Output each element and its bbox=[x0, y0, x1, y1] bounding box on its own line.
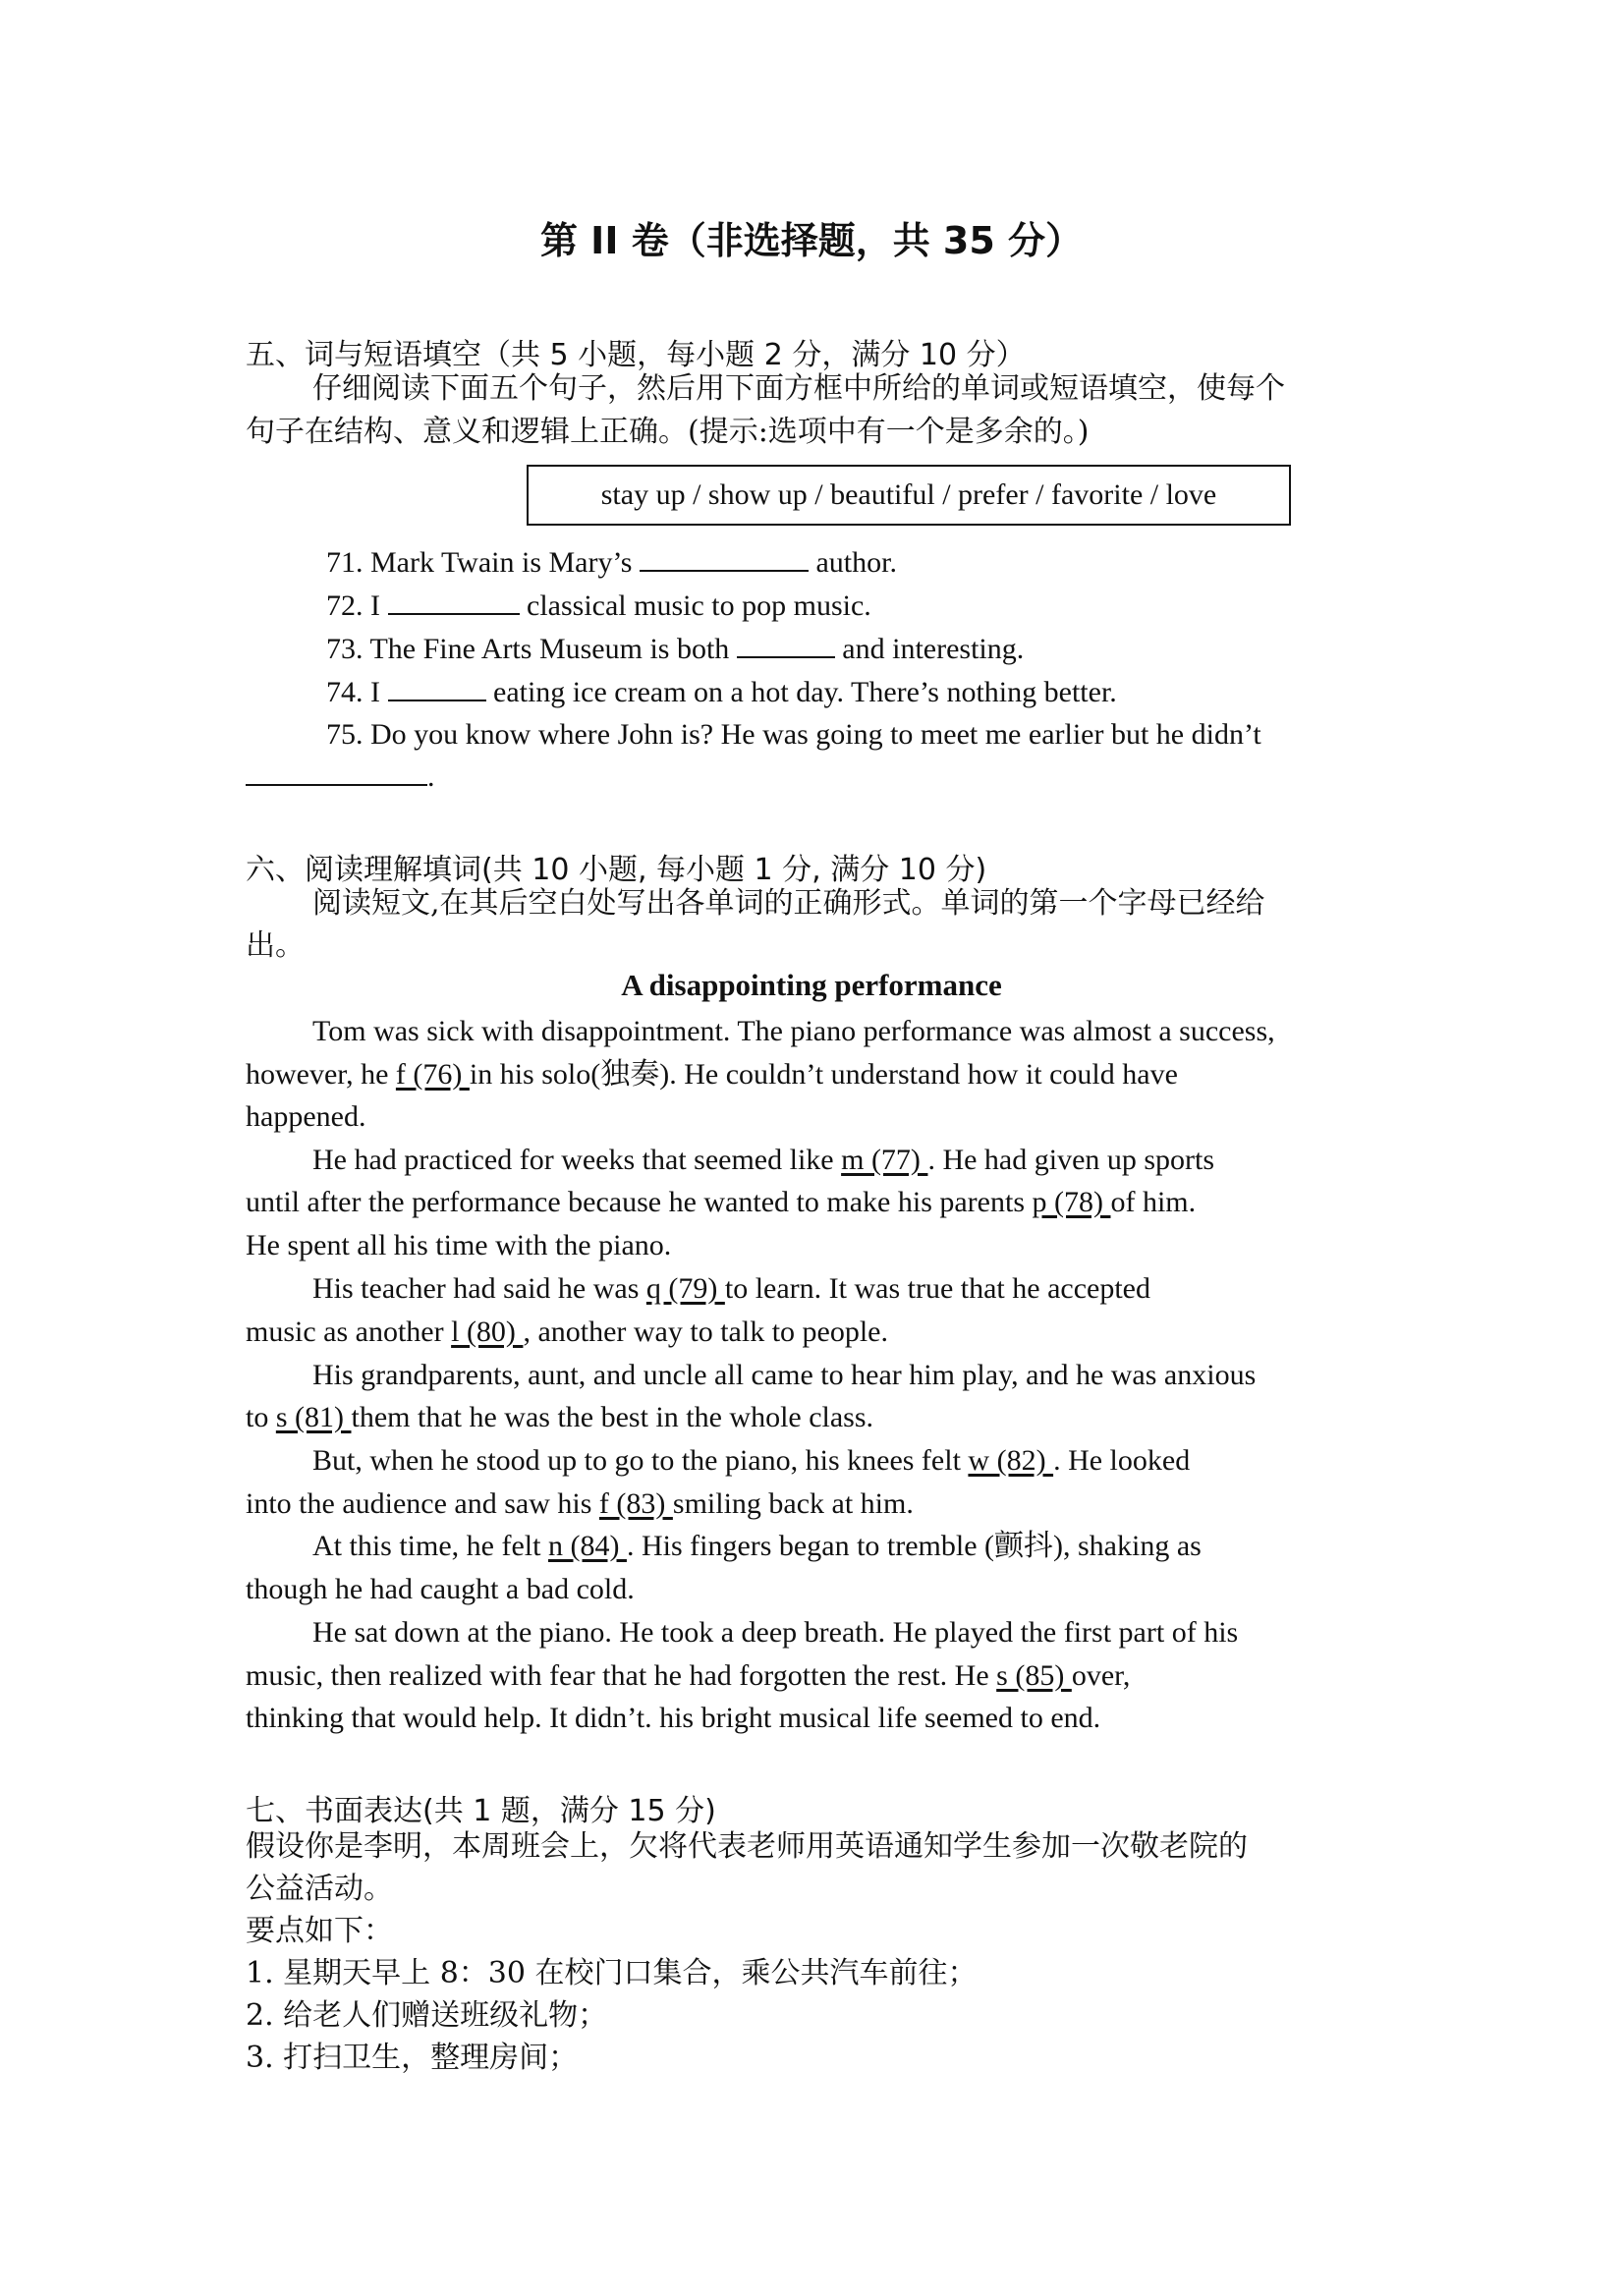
section7-heading: 七、书面表达(共 1 题，满分 15 分) bbox=[246, 1794, 716, 1828]
answer-blank-72[interactable] bbox=[388, 588, 520, 615]
question-73-text: 73. The Fine Arts Museum is both bbox=[326, 633, 730, 665]
page-title: 第 II 卷（非选择题，共 35 分） bbox=[539, 219, 1084, 262]
section6-heading: 六、阅读理解填词(共 10 小题, 每小题 1 分, 满分 10 分) bbox=[246, 853, 987, 887]
story-line: thinking that would help. It didn’t. his bright musical life seemed to end. bbox=[246, 1702, 1101, 1734]
story-text: But, when he stood up to go to the piano, his knees felt bbox=[312, 1444, 969, 1477]
word-box: stay up / show up / beautiful / prefer / favorite / love bbox=[527, 465, 1291, 526]
story-text: smiling back at him. bbox=[672, 1487, 914, 1520]
answer-blank-76[interactable]: f (76) bbox=[395, 1058, 470, 1091]
section6-instruction-1: 阅读短文,在其后空白处写出各单词的正确形式。单词的第一个字母已经给 bbox=[312, 886, 1265, 921]
story-text: in his solo(独奏). He couldn’t understand how it could have bbox=[469, 1058, 1178, 1091]
story-text: At this time, he felt bbox=[312, 1530, 548, 1562]
question-73-tail: and interesting. bbox=[842, 633, 1025, 665]
question-71 bbox=[326, 544, 897, 581]
section5-instruction-2: 句子在结构、意义和逻辑上正确。(提示:选项中有一个是多余的。) bbox=[246, 415, 1090, 449]
story-line: He spent all his time with the piano. bbox=[246, 1229, 672, 1261]
section5-heading: 五、词与短语填空（共 5 小题，每小题 2 分，满分 10 分） bbox=[246, 338, 1026, 372]
answer-blank-84[interactable]: n (84) bbox=[547, 1530, 627, 1562]
story-line bbox=[312, 1271, 1150, 1307]
answer-blank-83[interactable]: f (83) bbox=[598, 1487, 673, 1520]
section7-prompt-line-2: 公益活动。 bbox=[246, 1872, 393, 1906]
story-line bbox=[312, 1143, 1214, 1178]
story-line bbox=[246, 1185, 1196, 1220]
section6-instruction-2: 出。 bbox=[246, 928, 305, 963]
story-text: into the audience and saw his bbox=[246, 1487, 599, 1520]
story-text: music as another bbox=[246, 1316, 452, 1348]
story-text: of him. bbox=[1110, 1186, 1197, 1218]
question-75-tail: . bbox=[427, 760, 435, 793]
answer-blank-75[interactable] bbox=[246, 758, 427, 786]
story-text: . His fingers began to tremble (颤抖), shaking as bbox=[626, 1530, 1202, 1562]
story-text: them that he was the best in the whole class. bbox=[351, 1401, 874, 1433]
story-text: until after the performance because he wanted to make his parents bbox=[246, 1186, 1033, 1218]
question-74-text: 74. I bbox=[326, 676, 380, 708]
story-text: , another way to talk to people. bbox=[523, 1316, 888, 1348]
story-line: though he had caught a bad cold. bbox=[246, 1573, 635, 1605]
story-text: His teacher had said he was bbox=[312, 1272, 646, 1305]
story-line bbox=[246, 1400, 873, 1435]
story-text: music, then realized with fear that he had forgotten the rest. He bbox=[246, 1659, 997, 1692]
story-text: . He had given up sports bbox=[927, 1144, 1215, 1176]
point-item-2: 2. 给老人们赠送班级礼物； bbox=[246, 1998, 608, 2033]
section7-points-label: 要点如下： bbox=[246, 1914, 393, 1948]
answer-blank-77[interactable]: m (77) bbox=[841, 1144, 928, 1176]
story-text: . He looked bbox=[1053, 1444, 1191, 1477]
point-item-3: 3. 打扫卫生，整理房间； bbox=[246, 2041, 579, 2075]
section5-instruction-1: 仔细阅读下面五个句子，然后用下面方框中所给的单词或短语填空，使每个 bbox=[312, 371, 1285, 406]
question-72-text: 72. I bbox=[326, 589, 380, 622]
question-71-text: 71. Mark Twain is Mary’s bbox=[326, 546, 633, 579]
story-line bbox=[246, 1315, 888, 1350]
story-line bbox=[246, 1658, 1130, 1694]
answer-blank-82[interactable]: w (82) bbox=[968, 1444, 1054, 1477]
story-line bbox=[312, 1529, 1202, 1564]
point-item-1: 1. 星期天早上 8：30 在校门口集合，乘公共汽车前往； bbox=[246, 1956, 978, 1990]
story-line: happened. bbox=[246, 1100, 366, 1133]
question-72 bbox=[326, 588, 871, 624]
story-line bbox=[312, 1443, 1190, 1479]
story-title: A disappointing performance bbox=[621, 968, 1002, 1002]
answer-blank-81[interactable]: s (81) bbox=[275, 1401, 352, 1433]
answer-blank-80[interactable]: l (80) bbox=[451, 1316, 524, 1348]
answer-blank-85[interactable]: s (85) bbox=[996, 1659, 1072, 1692]
question-75-continued bbox=[246, 758, 435, 795]
question-71-tail: author. bbox=[815, 546, 897, 579]
story-text: He had practiced for weeks that seemed like bbox=[312, 1144, 842, 1176]
story-text: over, bbox=[1071, 1659, 1131, 1692]
answer-blank-78[interactable]: p (78) bbox=[1032, 1186, 1111, 1218]
story-line: His grandparents, aunt, and uncle all came to hear him play, and he was anxious bbox=[312, 1359, 1257, 1391]
story-line: Tom was sick with disappointment. The piano performance was almost a success, bbox=[312, 1015, 1275, 1047]
answer-blank-74[interactable] bbox=[388, 674, 486, 701]
story-line bbox=[246, 1057, 1178, 1092]
question-74 bbox=[326, 674, 1117, 710]
answer-blank-79[interactable]: q (79) bbox=[645, 1272, 725, 1305]
answer-blank-73[interactable] bbox=[737, 631, 835, 658]
question-75: 75. Do you know where John is? He was going to meet me earlier but he didn’t bbox=[326, 718, 1261, 751]
story-line: He sat down at the piano. He took a deep breath. He played the first part of his bbox=[312, 1616, 1239, 1649]
answer-blank-71[interactable] bbox=[640, 544, 809, 572]
story-text: to bbox=[246, 1401, 276, 1433]
story-text: however, he bbox=[246, 1058, 396, 1091]
question-74-tail: eating ice cream on a hot day. There’s nothing better. bbox=[493, 676, 1117, 708]
story-text: to learn. It was true that he accepted bbox=[724, 1272, 1150, 1305]
question-73 bbox=[326, 631, 1024, 667]
story-line bbox=[246, 1486, 914, 1522]
section7-prompt-line-1: 假设你是李明，本周班会上，欠将代表老师用英语通知学生参加一次敬老院的 bbox=[246, 1829, 1248, 1864]
question-72-tail: classical music to pop music. bbox=[527, 589, 871, 622]
